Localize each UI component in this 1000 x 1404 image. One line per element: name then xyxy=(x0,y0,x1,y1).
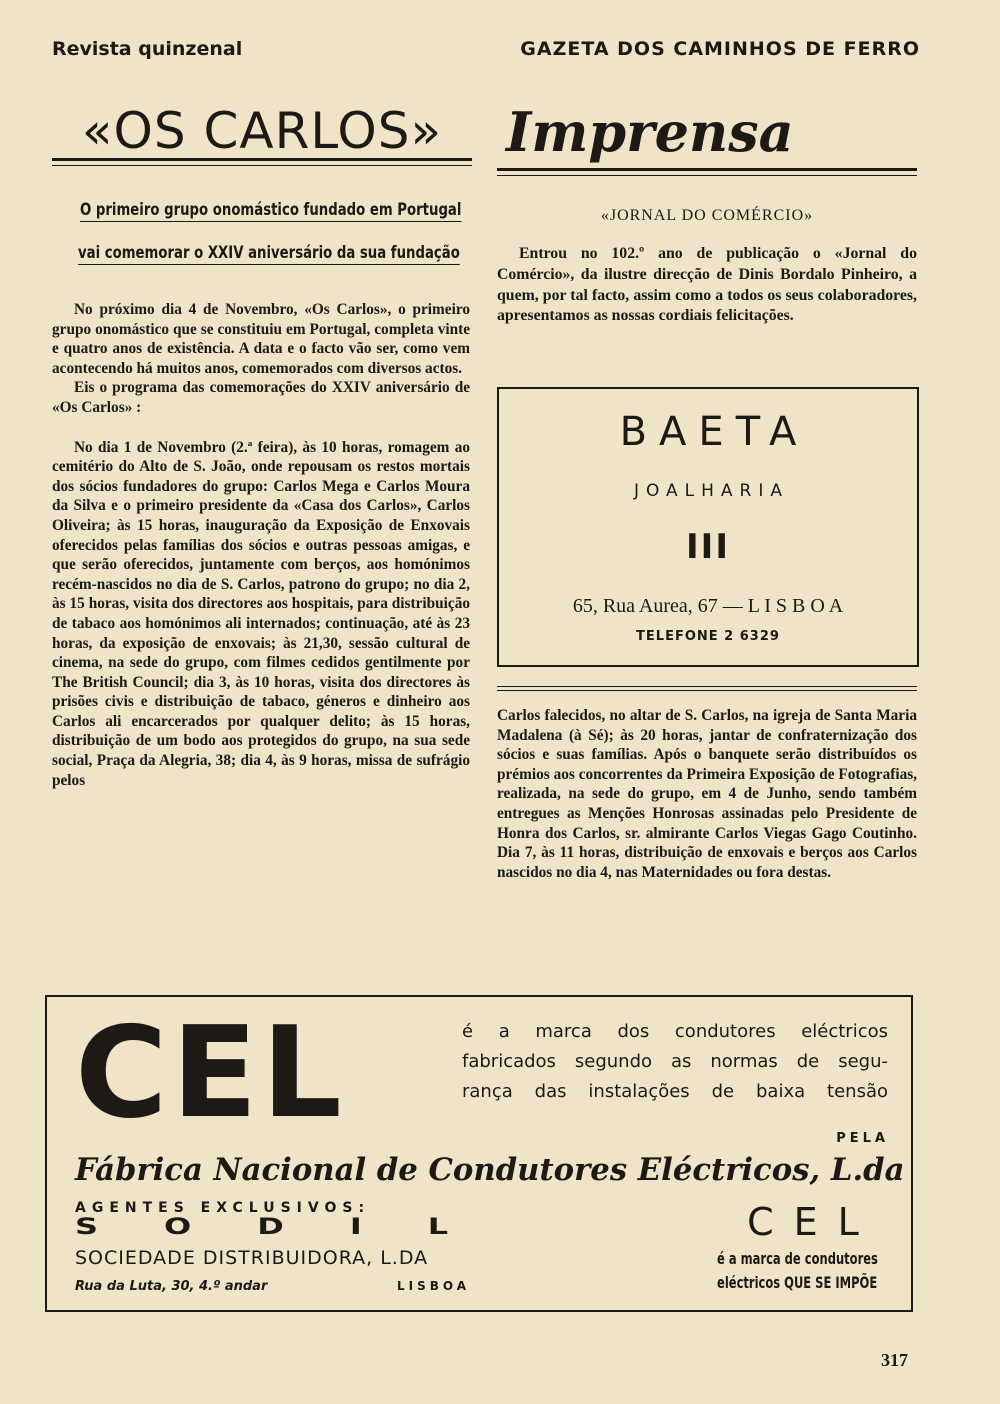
cel-slogan-line1: é a marca dos condutores eléctricos xyxy=(462,1021,888,1042)
sodil-city: LISBOA xyxy=(397,1279,471,1293)
continuation-rule-top xyxy=(497,686,917,687)
cel-agents-label: AGENTES EXCLUSIVOS: xyxy=(75,1200,371,1216)
baeta-emblem: III xyxy=(686,527,730,567)
baeta-advertisement xyxy=(497,387,919,667)
cel-logo: CEL xyxy=(75,999,346,1146)
left-column-text xyxy=(52,300,470,790)
section-title-imprensa: Imprensa xyxy=(506,100,794,164)
baeta-tagline: JOALHARIA xyxy=(633,481,790,501)
sodil-address: Rua da Luta, 30, 4.º andar xyxy=(75,1279,268,1294)
paragraph-3: No dia 1 de Novembro (2.ª feira), às 10 horas, romagem ao cemitério do Alto de S. João, onde repousam os restos mortais dos sócios fundadores do grupo: Carlos Mega e Carlos Moura da Silva e o primeiro presidente da «Casa dos Carlos», Carlos Oliveira; às 15 horas, inauguração da Exposição de Enxovais oferecidos pelas famílias dos sócios e outras pessoas amigas, e que serão oferecidos, juntamente com berços, aos homónimos recém-nascidos no dia de S. Carlos, patrono do grupo; no dia 2, às 15 horas, visita dos directores aos hospitais, para distribuição de tabaco aos homónimos ali internados; continuação, até às 23 horas, da exposição de enxovais; às 21,30, sessão cultural de cinema, na sede do grupo, com filmes cedidos gentilmente por The British Council; dia 3, às 10 horas, visita dos directores às prisões civis e distribuição de tabaco, géneros e dinheiro aos Carlos ali encarcerados por qualquer delito; às 15 horas, distribuição de um bodo aos protegidos do grupo, na sua sede social, Praça da Alegria, 38; dia 4, às 9 horas, missa de sufrágio pelos xyxy=(52,438,470,789)
cel-advertisement xyxy=(45,995,913,1312)
running-header-left: Revista quinzenal xyxy=(52,38,243,60)
imprensa-rule-bottom xyxy=(497,175,917,176)
title-rule-bottom xyxy=(52,165,472,166)
paragraph-2: Eis o programa das comemorações do XXIV aniversário de «Os Carlos» : xyxy=(52,379,470,416)
page-number: 317 xyxy=(881,1350,908,1370)
cel-slogan-line2: fabricados segundo as normas de segu- xyxy=(462,1051,888,1072)
imprensa-rule-top xyxy=(497,168,917,171)
paragraph-1: No próximo dia 4 de Novembro, «Os Carlos», o primeiro grupo onomástico que se constituiu em Portugal, completa vinte e quatro anos de existência. A data e o facto vão ser, como vem acontecendo há muitos anos, comemorados com diversos actos. xyxy=(52,301,470,377)
continuation-text xyxy=(497,706,917,882)
cel-small-logo: CEL xyxy=(747,1200,879,1244)
baeta-name: BAETA xyxy=(619,409,809,455)
article-subtitle-line1: O primeiro grupo onomástico fundado em Portugal xyxy=(80,200,462,220)
imprensa-paragraph: Entrou no 102.º ano de publicação o «Jornal do Comércio», da ilustre direcção de Dinis Bordalo Pinheiro, a quem, por tal facto, assim como a todos os seus colaboradores, apresentamos as nossas cordiais felicitações. xyxy=(497,245,917,325)
cel-small-tagline-1: é a marca de condutores xyxy=(717,1249,878,1268)
continuation-paragraph: Carlos falecidos, no altar de S. Carlos, na igreja de Santa Maria Madalena (à Sé); às 20 horas, jantar de confraternização dos sócios e suas famílias. Após o banquete serão distribuídos os prémios aos concorrentes da Primeira Exposição de Fotografias, realizada, na sede do grupo, em 4 de Junho, sendo também entregues as Menções Honrosas assinadas pelo Presidente de Honra dos Carlos, sr. almirante Carlos Viegas Gago Coutinho. Dia 7, às 11 horas, distribuição de enxovais e berços aos Carlos nascidos no dia 4, nas Maternidades ou fora destas. xyxy=(497,707,917,881)
article-subtitle-line2: vai comemorar o XXIV aniversário da sua fundação xyxy=(78,243,460,263)
cel-factory-name: Fábrica Nacional de Condutores Eléctricos, L.da xyxy=(75,1152,905,1188)
article-title: «OS CARLOS» xyxy=(81,102,443,160)
cel-slogan-line3: rança das instalações de baixa tensão xyxy=(462,1081,888,1102)
running-header-right: GAZETA DOS CAMINHOS DE FERRO xyxy=(520,38,920,60)
cel-slogan xyxy=(462,1017,888,1107)
cel-small-tagline-2: eléctricos QUE SE IMPÕE xyxy=(717,1273,878,1292)
baeta-phone: TELEFONE 2 6329 xyxy=(636,629,780,644)
sodil-logo: SODIL xyxy=(75,1213,515,1240)
baeta-address: 65, Rua Aurea, 67 — L I S B O A xyxy=(572,595,844,617)
cel-pela: PELA xyxy=(836,1131,889,1146)
title-rule-top xyxy=(52,158,472,161)
imprensa-heading: «JORNAL DO COMÉRCIO» xyxy=(600,207,814,224)
sodil-company-name: SOCIEDADE DISTRIBUIDORA, L.DA xyxy=(75,1247,429,1269)
imprensa-text xyxy=(497,244,917,327)
continuation-rule-bottom xyxy=(497,690,917,691)
